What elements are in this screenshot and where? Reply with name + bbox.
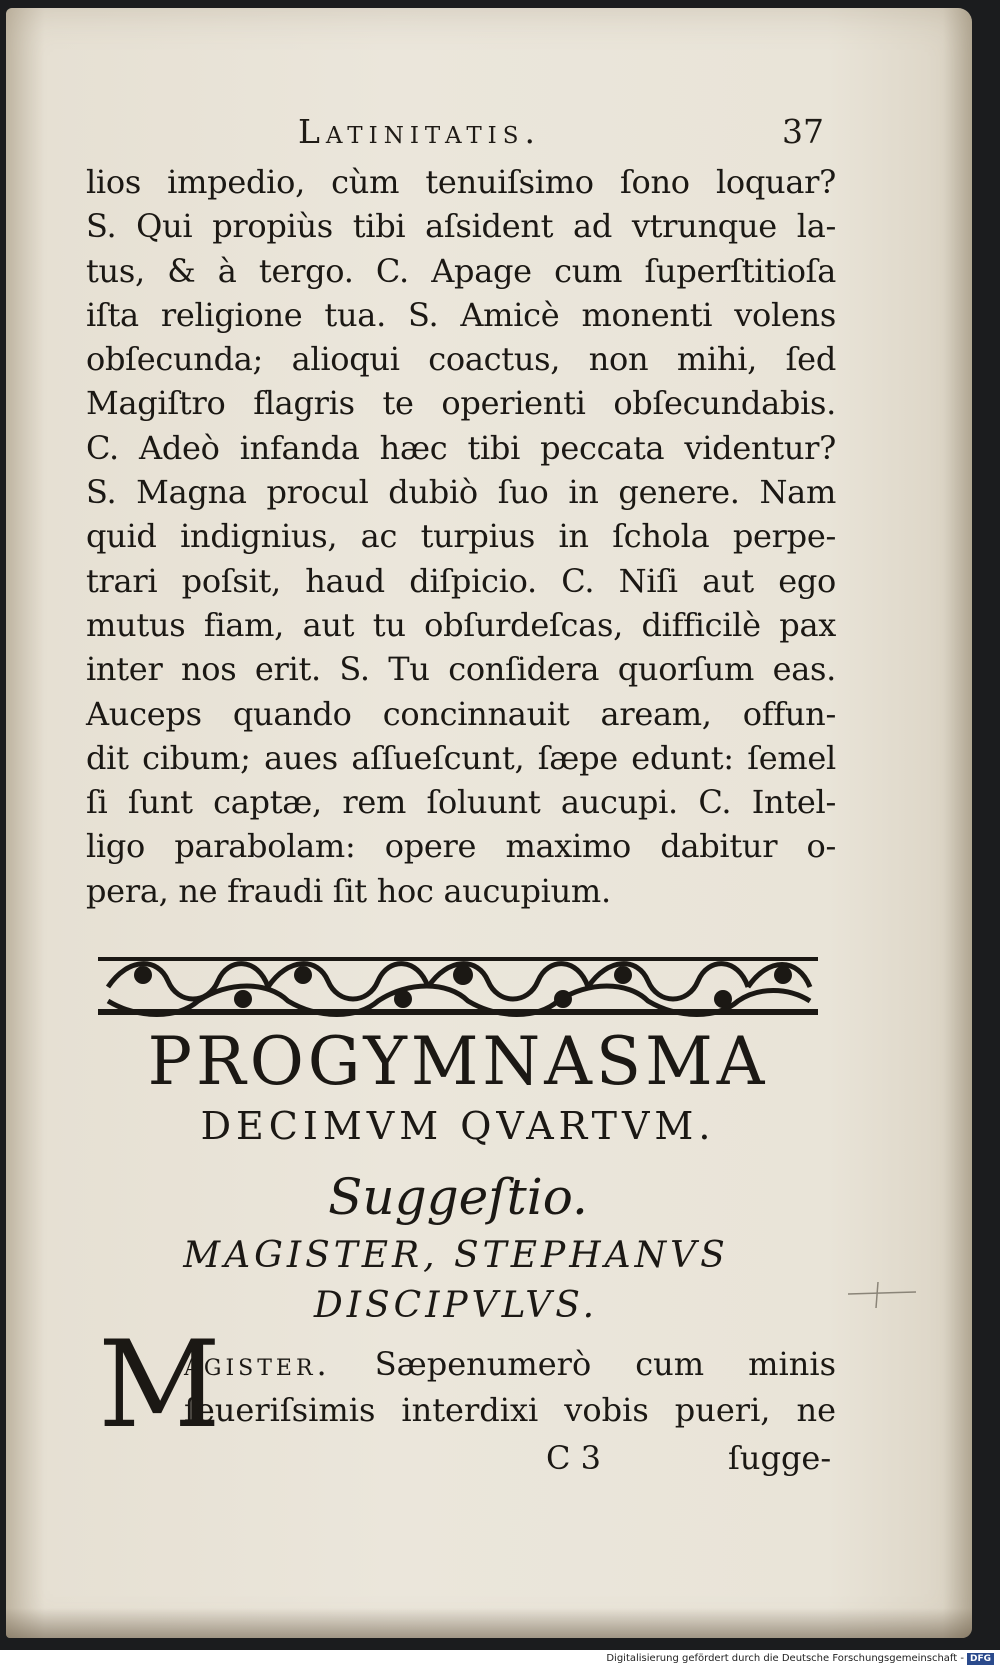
- book-page: [6, 8, 972, 1638]
- text-line: tus, & à tergo. C. Apage cum ſuperſtitioſa: [86, 251, 836, 290]
- dfg-logo: DFG: [967, 1653, 994, 1665]
- speaker-label: agister.: [184, 1345, 331, 1383]
- running-head: [6, 112, 972, 162]
- text-line: Magiſtro flagris te operienti obſecundabis.: [86, 384, 836, 423]
- text-line: lios impedio, cùm tenuiſsimo ſono loquar?: [86, 163, 836, 201]
- text-line: mutus fiam, aut tu obſurdeſcas, difficilè pax: [86, 605, 836, 644]
- text-line: ligo parabolam: opere maximo dabitur o-: [86, 827, 836, 866]
- page-number: 37: [782, 112, 824, 151]
- signature-mark: C 3: [546, 1439, 602, 1477]
- text-line: iſta religione tua. S. Amicè monenti volens: [86, 295, 836, 334]
- text-line: quid indignius, ac turpius in ſchola perpe-: [86, 517, 836, 556]
- text-line: Auceps quando concinnauit aream, offun-: [86, 694, 836, 733]
- section-topic: Suggeſtio.: [328, 1168, 588, 1226]
- text-line: S. Qui propiùs tibi aſsident ad vtrunque la-: [86, 207, 836, 246]
- text-line: S. Magna procul dubiò ſuo in genere. Nam: [86, 473, 836, 512]
- text-line: trari poſsit, haud diſpicio. C. Niſi aut ego: [86, 561, 836, 600]
- text-line: pera, ne fraudi ſit hoc aucupium.: [86, 871, 611, 910]
- section-heading: PROGYMNASMA: [147, 1023, 769, 1100]
- pencil-cross-mark: [848, 1280, 918, 1310]
- paragraph-line-2: ſeueriſsimis interdixi vobis pueri, ne: [184, 1391, 836, 1429]
- ornament-border: [98, 951, 818, 1023]
- text-line: dit cibum; aues aſſueſcunt, ſæpe edunt: ſemel: [86, 738, 836, 777]
- text-line: obſecunda; alioqui coactus, non mihi, ſed: [86, 340, 836, 379]
- digitization-credit: [0, 1652, 994, 1666]
- paragraph-line-1: [184, 1342, 836, 1386]
- catchword: ſugge-: [728, 1439, 832, 1477]
- running-head-title: Latinitatis.: [298, 112, 542, 151]
- section-subheading: DECIMVM QVARTVM.: [200, 1104, 716, 1148]
- text-line: inter nos erit. S. Tu conſidera quorſum eas.: [86, 650, 836, 689]
- dialogue-text-block: [86, 160, 836, 913]
- dramatis-personae-line-1: MAGISTER, STEPHANVS: [183, 1235, 729, 1276]
- text-line: ſi ſunt captæ, rem ſoluunt aucupi. C. Intel-: [86, 783, 836, 822]
- paragraph-line-1-text: Sæpenumerò cum minis: [374, 1345, 836, 1383]
- drop-cap: M: [98, 1316, 221, 1455]
- credit-text: Digitalisierung gefördert durch die Deutsche Forschungsgemeinschaft -: [606, 1653, 964, 1664]
- text-line: C. Adeò infanda hæc tibi peccata videntur?: [86, 428, 836, 467]
- dramatis-personae-line-2: DISCIPVLVS.: [313, 1285, 599, 1326]
